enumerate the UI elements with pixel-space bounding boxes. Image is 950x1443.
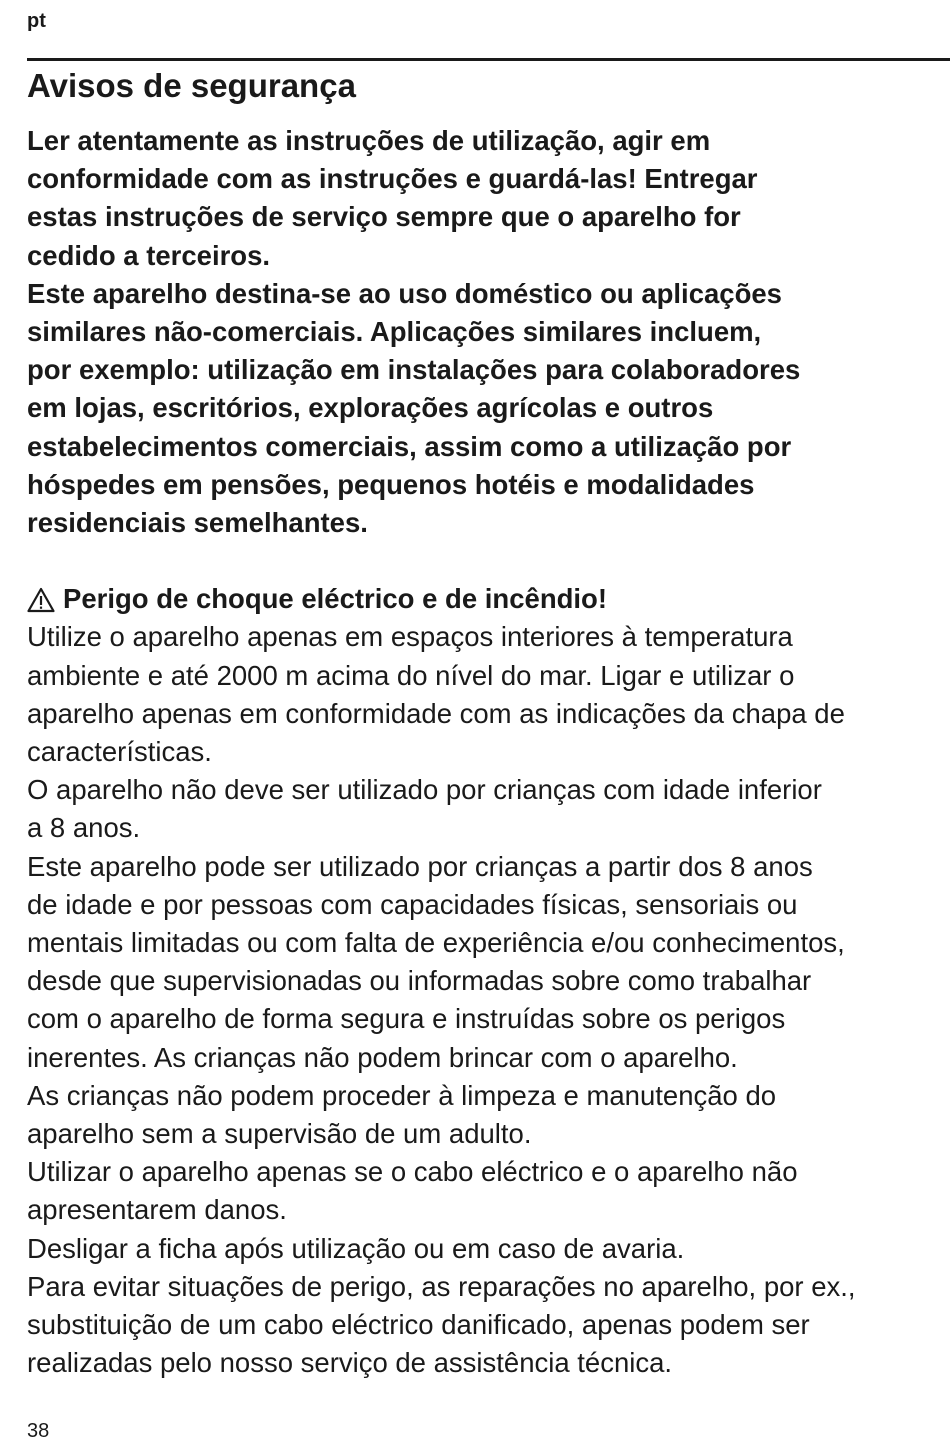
warning-paragraph: Utilizar o aparelho apenas se o cabo eléctrico e o aparelho não apresentarem danos. <box>27 1156 798 1226</box>
warning-triangle-icon <box>27 585 55 611</box>
warning-paragraph: Utilize o aparelho apenas em espaços interiores à temperatura ambiente e até 2000 m acima do nível do mar. Ligar e utilizar o aparelho apenas em conformidade com as indicações da chapa de características. <box>27 621 845 768</box>
intro-paragraph: Este aparelho destina-se ao uso doméstico ou aplicações similares não-comerciais. Aplicações similares incluem, por exemplo: utilização em instalações para colaboradores em lojas, escritórios, explorações agrícolas e outros estabelecimentos comerciais, assim como a utilização por hóspedes em pensões, pequenos hotéis e modalidades residenciais semelhantes. <box>27 277 801 539</box>
warning-heading-text: Perigo de choque eléctrico e de incêndio! <box>63 583 608 615</box>
section-title: Avisos de segurança <box>27 67 356 104</box>
warning-block <box>27 580 945 1382</box>
warning-paragraph: Desligar a ficha após utilização ou em caso de avaria. <box>27 1232 685 1264</box>
warning-paragraph: O aparelho não deve ser utilizado por crianças com idade inferior a 8 anos. <box>27 774 822 844</box>
header-rule <box>27 58 950 61</box>
warning-heading <box>27 580 945 618</box>
warning-paragraph: Este aparelho pode ser utilizado por crianças a partir dos 8 anos de idade e por pessoas com capacidades físicas, sensoriais ou mentais limitadas ou com falta de experiência e/ou conhecimentos, desde que supervisionadas ou informadas sobre como trabalhar com o aparelho de forma segura e instruídas sobre os perigos inerentes. As crianças não podem brincar com o aparelho. <box>27 850 845 1073</box>
intro-block <box>27 122 945 542</box>
page-number: 38 <box>27 1420 50 1442</box>
page-content <box>27 64 945 1383</box>
language-tag: pt <box>27 10 46 32</box>
intro-paragraph: Ler atentamente as instruções de utilização, agir em conformidade com as instruções e guardá-las! Entregar estas instruções de serviço sempre que o aparelho for cedido a terceiros. <box>27 125 758 271</box>
warning-paragraph: As crianças não podem proceder à limpeza e manutenção do aparelho sem a supervisão de um adulto. <box>27 1079 777 1150</box>
warning-paragraph: Para evitar situações de perigo, as reparações no aparelho, por ex., substituição de um cabo eléctrico danificado, apenas podem ser realizadas pelo nosso serviço de assistência técnica. <box>27 1270 856 1379</box>
